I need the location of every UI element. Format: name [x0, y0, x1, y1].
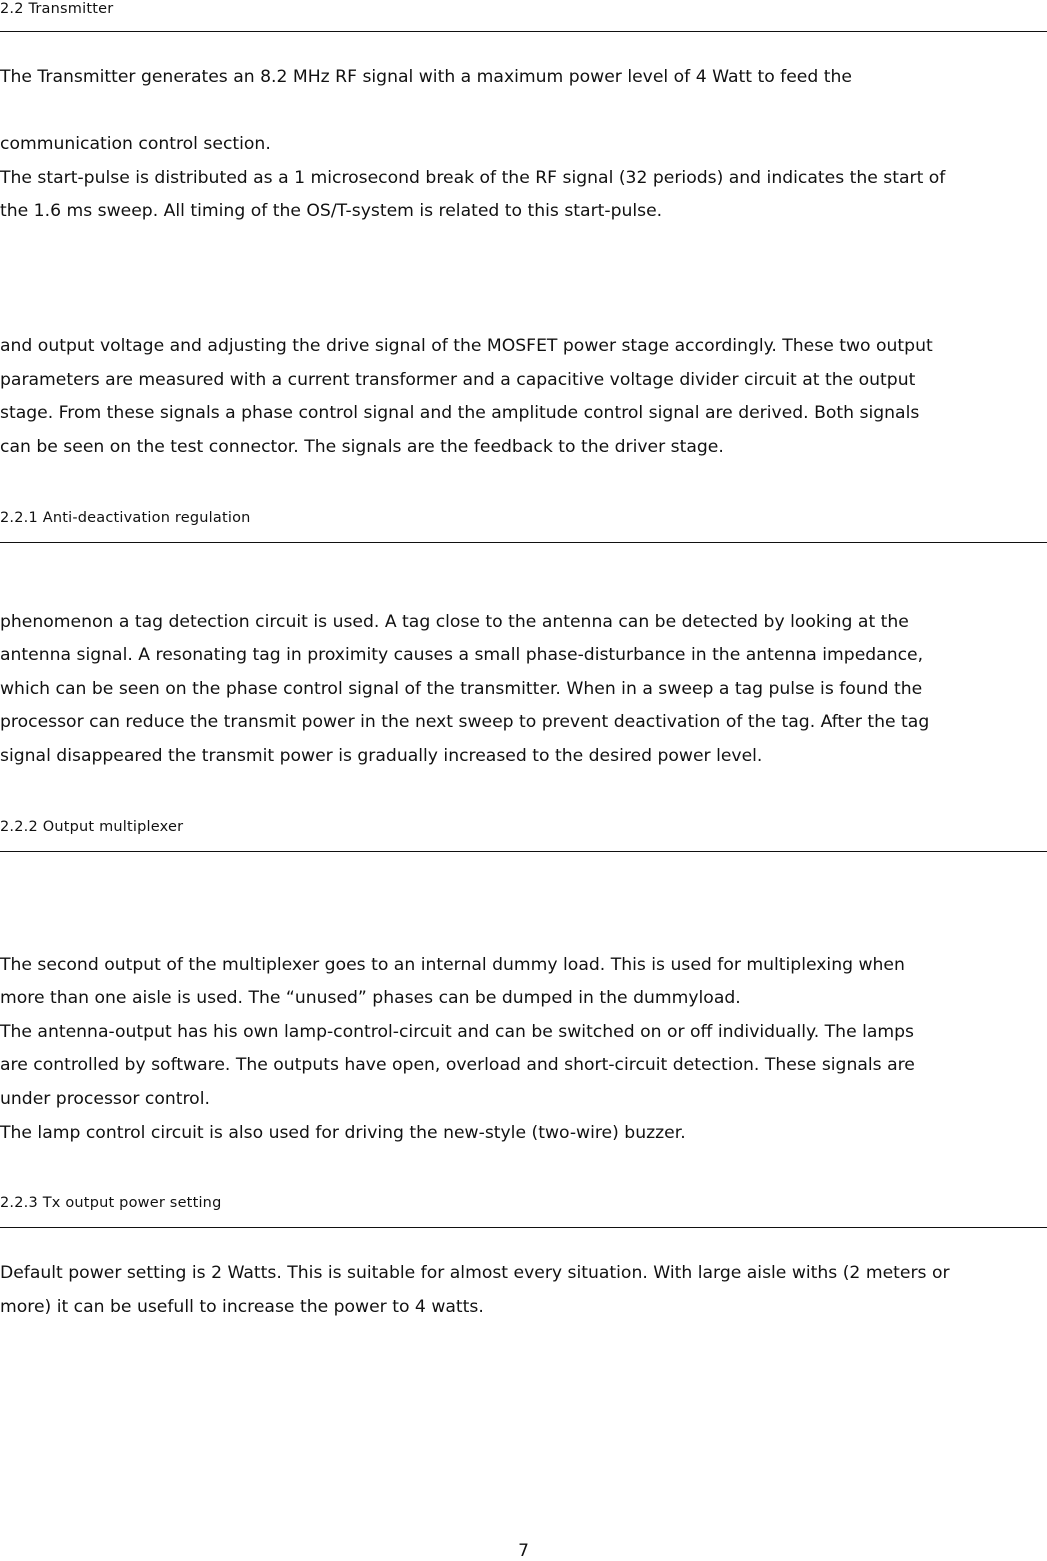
section-heading-anti-deactivation: 2.2.1 Anti-deactivation regulation [0, 510, 251, 526]
paragraph-line: are controlled by software. The outputs have open, overload and short-circuit detection. These signals are [0, 1055, 915, 1075]
paragraph-line: stage. From these signals a phase control signal and the amplitude control signal are derived. Both signals [0, 403, 920, 423]
section-divider [0, 851, 1047, 852]
paragraph-line: more) it can be usefull to increase the power to 4 watts. [0, 1297, 484, 1317]
section-heading-tx-power: 2.2.3 Tx output power setting [0, 1195, 222, 1211]
paragraph-line: communication control section. [0, 134, 271, 154]
paragraph-line: can be seen on the test connector. The signals are the feedback to the driver stage. [0, 437, 724, 457]
paragraph-line: signal disappeared the transmit power is gradually increased to the desired power level. [0, 746, 763, 766]
paragraph-line: phenomenon a tag detection circuit is used. A tag close to the antenna can be detected by looking at the [0, 612, 909, 632]
paragraph-line: Default power setting is 2 Watts. This is suitable for almost every situation. With large aisle withs (2 meters or [0, 1263, 950, 1283]
section-divider [0, 1227, 1047, 1228]
paragraph-line: The start-pulse is distributed as a 1 microsecond break of the RF signal (32 periods) and indicates the start of [0, 168, 946, 188]
page-number: 7 [518, 1541, 529, 1561]
paragraph-line: parameters are measured with a current transformer and a capacitive voltage divider circuit at the output [0, 370, 916, 390]
paragraph-line: and output voltage and adjusting the drive signal of the MOSFET power stage accordingly. These two output [0, 336, 933, 356]
paragraph-line: The Transmitter generates an 8.2 MHz RF signal with a maximum power level of 4 Watt to feed the [0, 67, 852, 87]
section-divider [0, 31, 1047, 32]
paragraph-line: which can be seen on the phase control signal of the transmitter. When in a sweep a tag pulse is found the [0, 679, 923, 699]
paragraph-line: processor can reduce the transmit power in the next sweep to prevent deactivation of the tag. After the tag [0, 712, 930, 732]
section-divider [0, 542, 1047, 543]
section-heading-transmitter: 2.2 Transmitter [0, 1, 114, 17]
section-heading-output-multiplexer: 2.2.2 Output multiplexer [0, 819, 184, 835]
paragraph-line: The antenna-output has his own lamp-control-circuit and can be switched on or off individually. The lamps [0, 1022, 915, 1042]
paragraph-line: The lamp control circuit is also used for driving the new-style (two-wire) buzzer. [0, 1123, 686, 1143]
paragraph-line: antenna signal. A resonating tag in proximity causes a small phase-disturbance in the antenna impedance, [0, 645, 924, 665]
paragraph-line: under processor control. [0, 1089, 210, 1109]
paragraph-line: The second output of the multiplexer goes to an internal dummy load. This is used for multiplexing when [0, 955, 905, 975]
paragraph-line: more than one aisle is used. The “unused” phases can be dumped in the dummyload. [0, 988, 741, 1008]
paragraph-line: the 1.6 ms sweep. All timing of the OS/T-system is related to this start-pulse. [0, 201, 663, 221]
